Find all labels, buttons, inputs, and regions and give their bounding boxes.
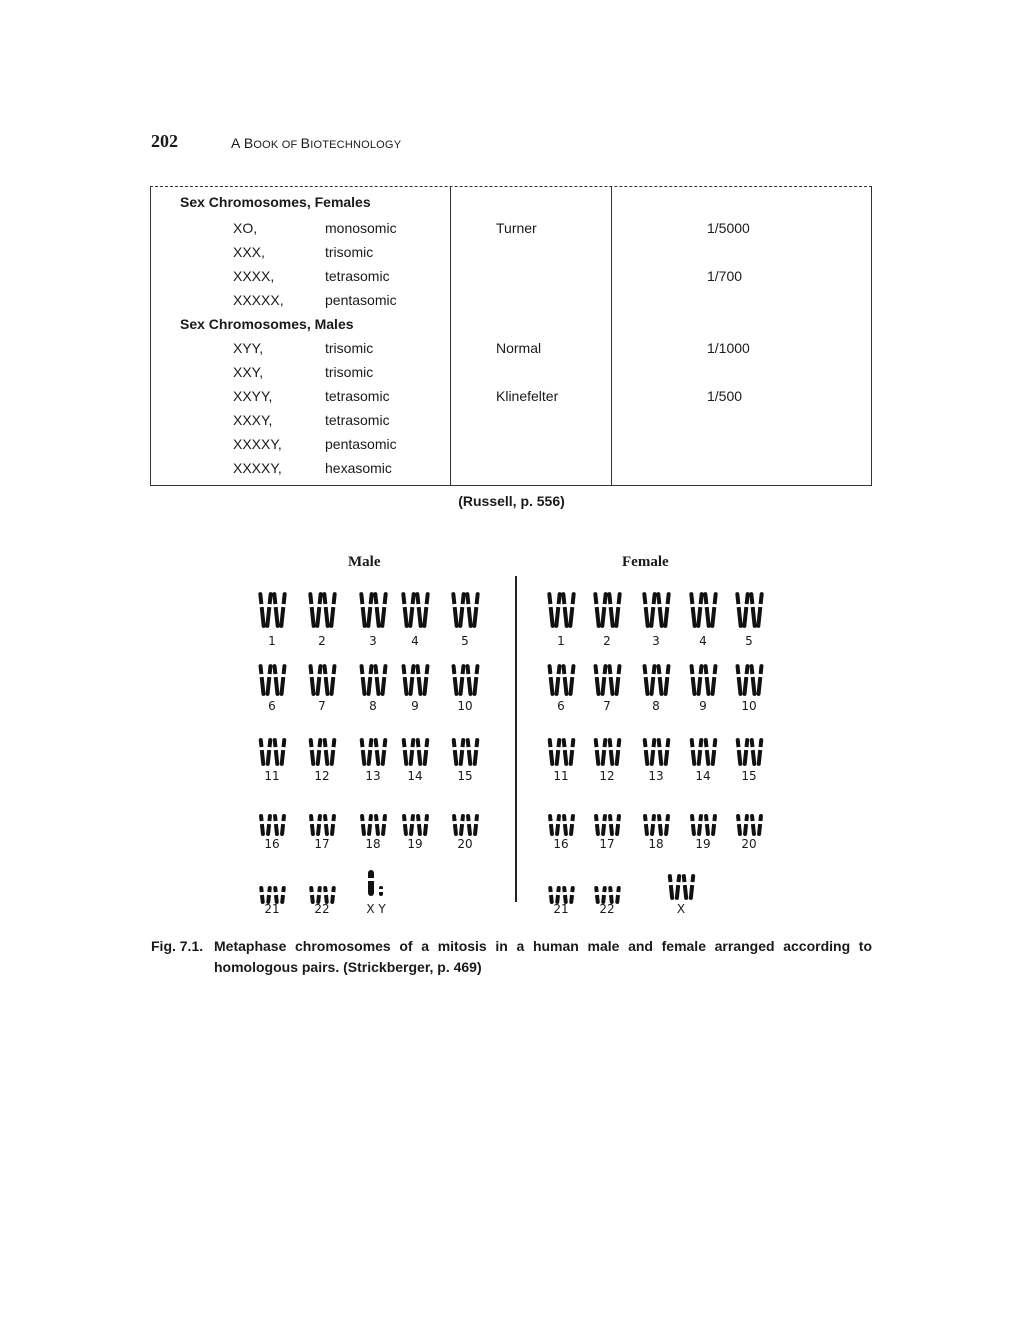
chromatid (309, 738, 316, 766)
female-chromosome-number: 14 (695, 769, 711, 783)
chromatid (359, 664, 366, 696)
female-chromosome-number: 13 (648, 769, 664, 783)
chromatid (459, 814, 465, 836)
male-label: Male (348, 554, 381, 570)
chromatid (265, 664, 272, 696)
chromatid (750, 738, 757, 766)
female-chromosome-pair-14 (689, 738, 717, 766)
chromatid (664, 738, 671, 766)
chromatid (360, 814, 366, 836)
chromatid (423, 814, 429, 836)
chromatid (323, 814, 329, 836)
chromatid (675, 874, 682, 900)
female-chromosome-pair-13 (642, 738, 670, 766)
chromatid (664, 814, 670, 836)
female-chromosome-pair-17 (593, 814, 621, 836)
male-chromosome-number: 13 (365, 769, 381, 783)
male-chromosome-number: 22 (314, 902, 330, 916)
chromatid (656, 664, 663, 696)
female-chromosome-number: 6 (557, 699, 565, 713)
chromatid (402, 738, 409, 766)
chromatid (757, 738, 764, 766)
cell-type: trisomic (325, 340, 374, 356)
female-chromosome-number: 9 (699, 699, 707, 713)
female-chromosome-number: 22 (599, 902, 615, 916)
male-chromosome-number: 21 (264, 902, 280, 916)
male-chromosome-pair-7 (308, 664, 336, 696)
chromatid (601, 814, 607, 836)
chromatid (569, 814, 575, 836)
cell-karyotype: XYY, (233, 340, 264, 356)
chromatid (704, 814, 710, 836)
chromatid (668, 874, 675, 900)
cell-type: pentasomic (325, 292, 397, 308)
cell-karyotype: XXXX, (233, 268, 275, 284)
female-chromosome-pair-12 (593, 738, 621, 766)
caption-text: Metaphase chromosomes of a mitosis in a human male and female arranged according to homologous pairs. (Strickberger, p. 469) (214, 938, 872, 975)
chromatid (409, 814, 415, 836)
chromatid (459, 738, 466, 766)
female-chromosome-pair-9 (689, 664, 717, 696)
chromatid (642, 664, 649, 696)
male-chromosome-number: 2 (318, 634, 326, 648)
male-chromosome-number: 6 (268, 699, 276, 713)
male-chromosome-pair-3 (359, 592, 387, 628)
male-chromosome-pair-20 (451, 814, 479, 836)
running-head-part: OOK (253, 139, 282, 151)
chromatid (416, 814, 422, 836)
chromatid (465, 664, 472, 696)
chromatid (280, 814, 286, 836)
cell-type: tetrasomic (325, 388, 390, 404)
chromatid (473, 738, 480, 766)
female-chromosome-number: 7 (603, 699, 611, 713)
cell-type: monosomic (325, 220, 397, 236)
male-chromosome-pair-19 (401, 814, 429, 836)
female-chromosome-pair-11 (547, 738, 575, 766)
page-number: 202 (151, 131, 178, 151)
male-sex-chromosomes (364, 868, 388, 904)
male-chromosome-number: 18 (365, 837, 381, 851)
cell-type: trisomic (325, 364, 374, 380)
cell-frequency: 1/5000 (707, 220, 750, 236)
chromatid (756, 592, 764, 628)
chromatid (472, 664, 479, 696)
chromatid (273, 738, 280, 766)
chromatid (309, 814, 315, 836)
chromatid (649, 664, 656, 696)
female-chromosome-number: 10 (741, 699, 757, 713)
chromatid (280, 738, 287, 766)
cell-phenotype: Klinefelter (496, 388, 559, 404)
chromatid (615, 738, 622, 766)
chromatid (568, 592, 576, 628)
chromatid (594, 814, 600, 836)
male-chromosome-pair-16 (258, 814, 286, 836)
chromatid (682, 874, 689, 900)
cell-karyotype: XXXY, (233, 412, 273, 428)
male-chromosome-number: 1 (268, 634, 276, 648)
chromatid (273, 814, 279, 836)
female-chromosome-number: 18 (648, 837, 664, 851)
chromatid (743, 814, 749, 836)
male-chromosome-number: 16 (264, 837, 280, 851)
chromatid (259, 738, 266, 766)
cell-karyotype: XXY, (233, 364, 264, 380)
chromatid (366, 664, 373, 696)
chromatid (555, 814, 561, 836)
chromatid (601, 738, 608, 766)
female-chromosome-number: 8 (652, 699, 660, 713)
cell-karyotype: XXXXX, (233, 292, 284, 308)
chromatid (466, 738, 473, 766)
female-chromosome-pair-4 (689, 592, 717, 628)
female-chromosome-pair-19 (689, 814, 717, 836)
chromatid (735, 664, 742, 696)
chromatid (323, 738, 330, 766)
chromatid (690, 738, 697, 766)
cell-phenotype: Normal (496, 340, 542, 356)
cell-karyotype: XXX, (233, 244, 265, 260)
chromatid (379, 886, 383, 896)
chromatid (316, 738, 323, 766)
chromatid (593, 664, 600, 696)
chromatid (569, 738, 576, 766)
female-chromosome-pair-5 (735, 592, 763, 628)
chromatid (689, 874, 696, 900)
chromatid (408, 664, 415, 696)
female-chromosome-number: 3 (652, 634, 660, 648)
female-chromosome-number: 20 (741, 837, 757, 851)
male-chromosome-number: 20 (457, 837, 473, 851)
female-chromosome-number: 11 (553, 769, 569, 783)
chromatid (330, 738, 337, 766)
chromatid (614, 664, 621, 696)
chromatid (458, 664, 465, 696)
male-chromosome-pair-8 (359, 664, 387, 696)
chromatid (258, 664, 265, 696)
chromatid (568, 664, 575, 696)
sex-chromosome-table: Sex Chromosomes, Females XO, monosomic Turner 1/5000 XXX, trisomic XXXX, tetrasomic 1/700 XXXXX, pentasomic Sex Chromosomes, Males XYY, trisomic Normal 1/1000 XXY, trisomic XXYY, tetrasomic Klinefelter 1/500 XXXY, tetrasomic XXXXY, pentasomic XXXXY, hexasomic (150, 186, 872, 486)
chromatid (697, 814, 703, 836)
female-chromosome-pair-15 (735, 738, 763, 766)
male-chromosome-pair-18 (359, 814, 387, 836)
male-chromosome-number: 8 (369, 699, 377, 713)
chromatid (689, 664, 696, 696)
chromatid (322, 664, 329, 696)
chromatid (756, 664, 763, 696)
male-chromosome-number: 3 (369, 634, 377, 648)
chromatid (409, 738, 416, 766)
chromatid (711, 814, 717, 836)
female-chromosome-pair-7 (593, 664, 621, 696)
female-chromosome-number: 5 (745, 634, 753, 648)
cell-karyotype: XXXXY, (233, 436, 282, 452)
male-chromosome-number: 5 (461, 634, 469, 648)
running-head-part: A (231, 135, 240, 151)
female-chromosome-pair-x (667, 874, 695, 900)
female-chromosome-pair-16 (547, 814, 575, 836)
male-chromosome-number: 14 (407, 769, 423, 783)
male-chromosome-number: 9 (411, 699, 419, 713)
female-chromosome-number: 17 (599, 837, 615, 851)
caption-label: Fig. 7.1. (151, 938, 204, 954)
chromatid (703, 664, 710, 696)
female-chromosome-pair-1 (547, 592, 575, 628)
chromatid (380, 664, 387, 696)
female-chromosome-number: 1 (557, 634, 565, 648)
chromatid (607, 664, 614, 696)
chromatid (315, 664, 322, 696)
female-chromosome-pair-10 (735, 664, 763, 696)
chromatid (697, 738, 704, 766)
male-chromosome-number: 4 (411, 634, 419, 648)
male-chromosome-pair-5 (451, 592, 479, 628)
male-chromosome-pair-6 (258, 664, 286, 696)
chromatid (614, 592, 622, 628)
female-chromosome-number: 2 (603, 634, 611, 648)
male-chromosome-pair-14 (401, 738, 429, 766)
cell-karyotype: XXXXY, (233, 460, 282, 476)
female-chromosome-number: 15 (741, 769, 757, 783)
chromatid (643, 814, 649, 836)
chromatid (279, 592, 287, 628)
cell-type: trisomic (325, 244, 374, 260)
chromatid (736, 738, 743, 766)
female-chromosome-pair-8 (642, 664, 670, 696)
male-chromosome-number: 19 (407, 837, 423, 851)
chromatid (330, 814, 336, 836)
chromatid (473, 814, 479, 836)
female-chromosome-pair-2 (593, 592, 621, 628)
cell-frequency: 1/1000 (707, 340, 750, 356)
chromatid (608, 738, 615, 766)
female-chromosome-number: 19 (695, 837, 711, 851)
chromatid (600, 664, 607, 696)
chromatid (743, 738, 750, 766)
male-chromosome-pair-1 (258, 592, 286, 628)
male-chromosome-number: X Y (366, 902, 386, 916)
chromatid (401, 664, 408, 696)
chromatid (381, 814, 387, 836)
chromatid (415, 664, 422, 696)
chromatid (704, 738, 711, 766)
chromatid (547, 664, 554, 696)
chromatid (374, 738, 381, 766)
chromatid (650, 738, 657, 766)
chromatid (381, 738, 388, 766)
male-chromosome-number: 10 (457, 699, 473, 713)
female-chromosome-number: 16 (553, 837, 569, 851)
chromatid (643, 738, 650, 766)
chromatid (608, 814, 614, 836)
chromatid (422, 592, 430, 628)
female-chromosome-pair-6 (547, 664, 575, 696)
chromatid (548, 814, 554, 836)
male-chromosome-pair-4 (401, 592, 429, 628)
chromatid (374, 814, 380, 836)
male-chromosome-number: 12 (314, 769, 330, 783)
chromatid (416, 738, 423, 766)
running-head (231, 135, 401, 151)
chromatid (663, 664, 670, 696)
chromatid (360, 738, 367, 766)
female-chromosome-number: 21 (553, 902, 569, 916)
chromatid (554, 664, 561, 696)
chromatid (663, 592, 671, 628)
chromatid (402, 814, 408, 836)
chromatid (266, 738, 273, 766)
male-chromosome-pair-12 (308, 738, 336, 766)
chromatid (329, 664, 336, 696)
chromatid (548, 738, 555, 766)
chromatid (452, 814, 458, 836)
chromatid (329, 592, 337, 628)
chromatid (562, 738, 569, 766)
chromatid (422, 664, 429, 696)
chromatid (561, 664, 568, 696)
male-chromosome-number: 15 (457, 769, 473, 783)
male-chromosome-pair-9 (401, 664, 429, 696)
table-column-divider (450, 186, 451, 486)
chromatid (594, 738, 601, 766)
female-chromosome-pair-20 (735, 814, 763, 836)
female-chromosome-number: X (676, 902, 686, 916)
cell-type: tetrasomic (325, 268, 390, 284)
male-chromosome-pair-2 (308, 592, 336, 628)
chromatid (423, 738, 430, 766)
karyotype-divider (515, 576, 517, 902)
cell-frequency: 1/700 (707, 268, 743, 284)
chromatid (690, 814, 696, 836)
male-chromosome-pair-17 (308, 814, 336, 836)
chromatid (750, 814, 756, 836)
chromatid (757, 814, 763, 836)
table-source: (Russell, p. 556) (458, 493, 565, 509)
chromatid (367, 814, 373, 836)
cell-frequency: 1/500 (707, 388, 743, 404)
running-head-part: OF (281, 139, 301, 151)
male-chromosome-pair-10 (451, 664, 479, 696)
female-chromosome-number: 4 (699, 634, 707, 648)
chromatid (266, 814, 272, 836)
chromatid (562, 814, 568, 836)
cell-karyotype: XXYY, (233, 388, 273, 404)
chromatid (279, 664, 286, 696)
running-head-part: B (239, 135, 254, 151)
chromatid (368, 870, 374, 896)
chromatid (711, 738, 718, 766)
male-chromosome-number: 7 (318, 699, 326, 713)
chromatid (696, 664, 703, 696)
female-chromosome-number: 12 (599, 769, 615, 783)
male-chromosome-number: 11 (264, 769, 280, 783)
running-head-part: B (300, 135, 311, 151)
chromatid (657, 738, 664, 766)
male-chromosome-pair-13 (359, 738, 387, 766)
chromatid (615, 814, 621, 836)
chromatid (466, 814, 472, 836)
chromatid (472, 592, 480, 628)
male-chromosome-pair-15 (451, 738, 479, 766)
female-label: Female (622, 554, 669, 570)
male-chromosome-number: 17 (314, 837, 330, 851)
cell-karyotype: XO, (233, 220, 258, 236)
chromatid (452, 738, 459, 766)
chromatid (555, 738, 562, 766)
chromatid (373, 664, 380, 696)
chromatid (657, 814, 663, 836)
chromatid (749, 664, 756, 696)
cell-type: pentasomic (325, 436, 397, 452)
chromatid (736, 814, 742, 836)
cell-type: hexasomic (325, 460, 392, 476)
chromatid (308, 664, 315, 696)
chromatid (367, 738, 374, 766)
chromatid (316, 814, 322, 836)
chromatid (272, 664, 279, 696)
chromatid (710, 592, 718, 628)
chromatid (451, 664, 458, 696)
chromatid (650, 814, 656, 836)
female-chromosome-pair-3 (642, 592, 670, 628)
chromatid (259, 814, 265, 836)
cell-type: tetrasomic (325, 412, 390, 428)
female-chromosome-pair-18 (642, 814, 670, 836)
chromatid (742, 664, 749, 696)
cell-phenotype: Turner (496, 220, 537, 236)
chromatid (380, 592, 388, 628)
male-chromosome-pair-11 (258, 738, 286, 766)
chromatid (710, 664, 717, 696)
table-column-divider (611, 186, 612, 486)
running-head-part: IOTECHNOLOGY (310, 139, 402, 151)
